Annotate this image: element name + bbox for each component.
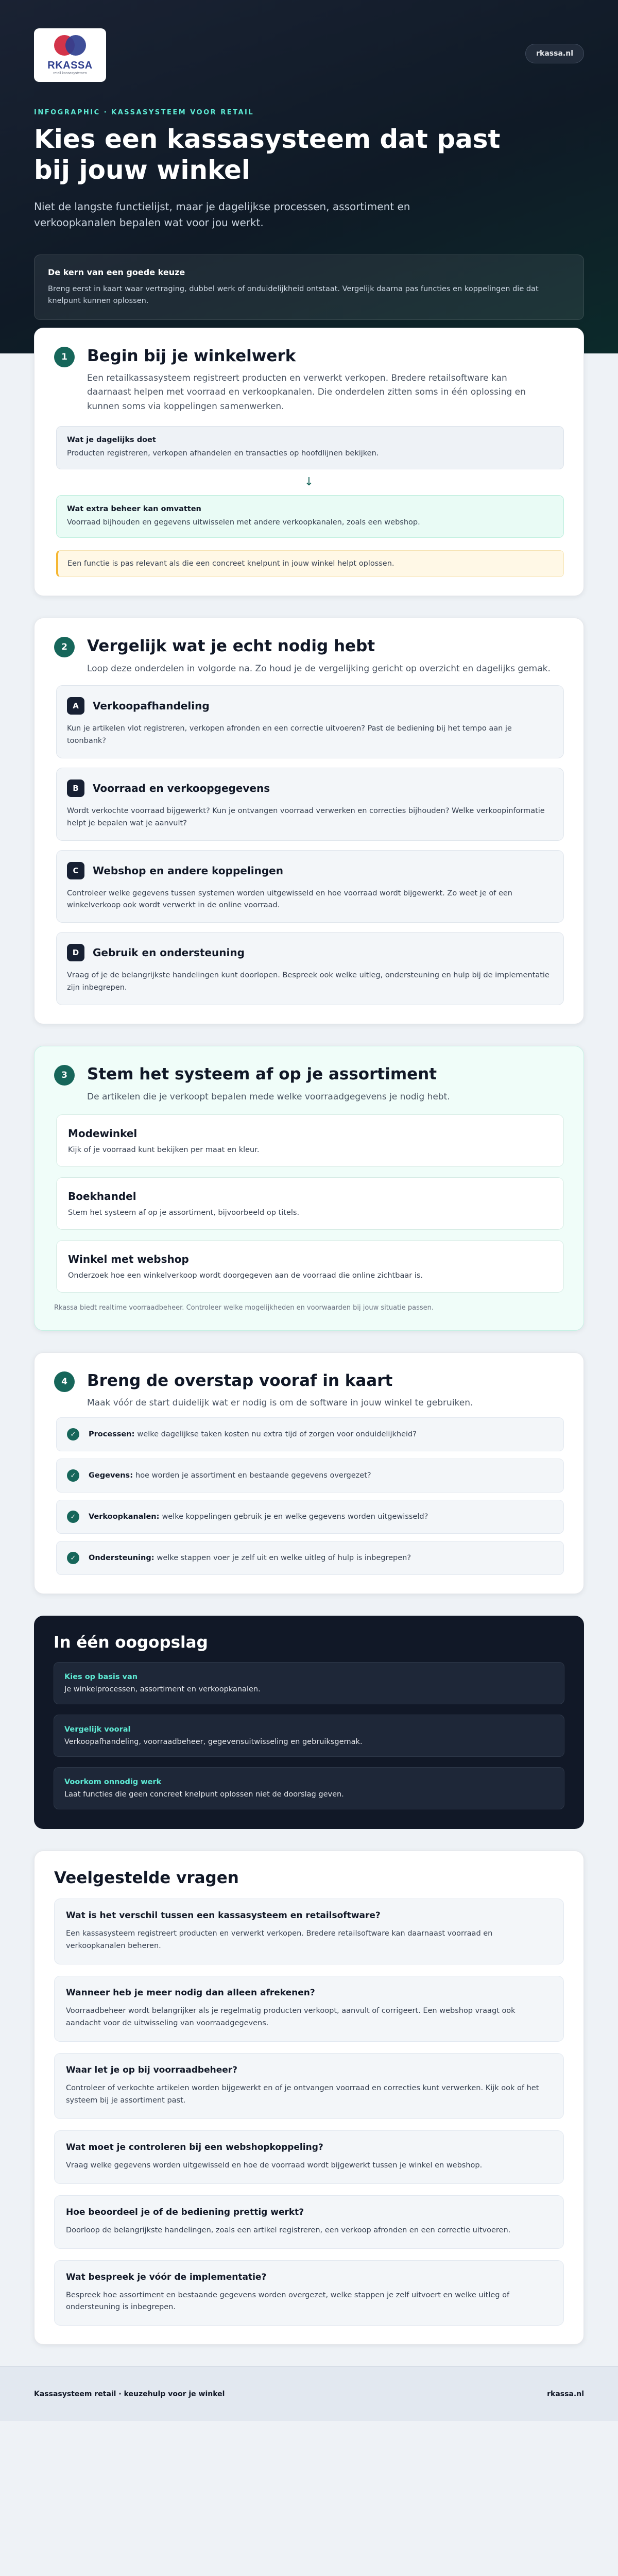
step-number-badge: 1 bbox=[54, 347, 75, 367]
assortment-text: Stem het systeem af op je assortiment, bijvoorbeeld op titels. bbox=[68, 1208, 300, 1217]
tip-note: Een functie is pas relevant als die een concreet knelpunt in jouw winkel helpt oplossen. bbox=[56, 550, 564, 577]
assortment-text: Onderzoek hoe een winkelverkoop wordt doorgegeven aan de voorraad die online zichtbaar is. bbox=[68, 1271, 423, 1280]
assortment-text: Kijk of je voorraad kunt bekijken per maat en kleur. bbox=[68, 1145, 260, 1154]
check-icon: ✓ bbox=[67, 1428, 79, 1440]
key-insight-box bbox=[34, 255, 584, 320]
assortment-title: Boekhandel bbox=[68, 1190, 136, 1202]
step-3-header bbox=[54, 1064, 564, 1104]
step-number-badge: 3 bbox=[54, 1065, 75, 1086]
option-card bbox=[56, 850, 564, 923]
daily-work-block bbox=[56, 426, 564, 469]
assortment-card bbox=[56, 1177, 564, 1230]
key-insight-title: De kern van een goede keuze bbox=[48, 267, 185, 277]
faq-item[interactable] bbox=[54, 2053, 564, 2119]
footer-tagline: Kassasysteem retail · keuzehulp voor je winkel bbox=[34, 2389, 225, 2398]
main-content bbox=[0, 328, 618, 2345]
hero-lead: Niet de langste functielijst, maar je dagelijkse processen, assortiment en verkoopkanalen bepalen wat voor jou werkt. bbox=[34, 200, 410, 229]
option-text: Controleer welke gegevens tussen systemen worden uitgewisseld en hoe voorraad wordt bijgewerkt. Zo weet je of een winkelverkoop ook wordt verwerkt in de online voorraad. bbox=[67, 889, 512, 910]
assortment-title: Modewinkel bbox=[68, 1127, 138, 1140]
option-title: Verkoopafhandeling bbox=[93, 699, 210, 712]
summary-item-title: Voorkom onnodig werk bbox=[64, 1778, 162, 1787]
page-title: Kies een kassasysteem dat past bij jouw winkel bbox=[34, 124, 501, 185]
option-letter-badge: B bbox=[67, 779, 84, 797]
faq-question: Wat bespreek je vóór de implementatie? bbox=[66, 2272, 267, 2282]
step-number-badge: 4 bbox=[54, 1371, 75, 1392]
assortment-card bbox=[56, 1240, 564, 1293]
logo-text: RKASSA bbox=[47, 60, 93, 71]
assortment-title: Winkel met webshop bbox=[68, 1252, 189, 1265]
step-3-text: De artikelen die je verkoopt bepalen mede welke voorraadgegevens je nodig hebt. bbox=[87, 1091, 450, 1102]
faq-question: Wanneer heb je meer nodig dan alleen afrekenen? bbox=[66, 1988, 315, 1998]
option-card bbox=[56, 932, 564, 1005]
step-4-header bbox=[54, 1370, 564, 1410]
step-1-text: Een retailkassasysteem registreert producten en verwerkt verkopen. Bredere retailsoftware kan daarnaast helpen met voorraad en verkoopkanalen. Die onderdelen zitten soms in één oplossing en kunnen soms via koppelingen samenwerken. bbox=[87, 373, 526, 412]
step-2-header bbox=[54, 636, 564, 675]
summary-item bbox=[54, 1767, 564, 1809]
faq-question: Wat moet je controleren bij een webshopkoppeling? bbox=[66, 2142, 323, 2153]
checklist-text: welke dagelijkse taken kosten nu extra tijd of zorgen voor onduidelijkheid? bbox=[137, 1430, 417, 1439]
option-title: Webshop en andere koppelingen bbox=[93, 864, 283, 877]
block-text: Voorraad bijhouden en gegevens uitwisselen met andere verkoopkanalen, zoals een webshop. bbox=[67, 518, 420, 527]
option-letter-badge: A bbox=[67, 697, 84, 715]
faq-answer: Een kassasysteem registreert producten en verwerkt verkopen. Bredere retailsoftware kan daarnaast voorraad en verkoopkanalen beheren. bbox=[66, 1929, 493, 1951]
assortment-footnote: Rkassa biedt realtime voorraadbeheer. Controleer welke mogelijkheden en voorwaarden bij jouw situatie passen. bbox=[54, 1303, 434, 1312]
checklist-text: welke koppelingen gebruik je en welke gegevens worden uitgewisseld? bbox=[162, 1513, 428, 1521]
option-title: Gebruik en ondersteuning bbox=[93, 946, 245, 959]
step-number-badge: 2 bbox=[54, 637, 75, 657]
faq-question: Wat is het verschil tussen een kassasysteem en retailsoftware? bbox=[66, 1910, 381, 1921]
step-1-card bbox=[34, 328, 584, 596]
faq-answer: Controleer of verkochte artikelen worden bijgewerkt en of je ontvangen voorraad en correcties kunt verwerken. Kijk ook of het systeem bij je assortiment past. bbox=[66, 2083, 539, 2105]
step-3-title: Stem het systeem af op je assortiment bbox=[87, 1065, 437, 1084]
step-2-card bbox=[34, 618, 584, 1024]
eyebrow: INFOGRAPHIC · KASSASYSTEEM VOOR RETAIL bbox=[34, 109, 254, 116]
step-2-title: Vergelijk wat je echt nodig hebt bbox=[87, 637, 375, 656]
faq-item[interactable] bbox=[54, 1899, 564, 1964]
step-4-title: Breng de overstap vooraf in kaart bbox=[87, 1371, 393, 1390]
summary-item-text: Laat functies die geen concreet knelpunt oplossen niet de doorslag geven. bbox=[64, 1790, 344, 1799]
footer bbox=[0, 2366, 618, 2421]
checklist-text: welke stappen voer je zelf uit en welke uitleg of hulp is inbegrepen? bbox=[157, 1554, 411, 1563]
option-title: Voorraad en verkoopgegevens bbox=[93, 782, 270, 794]
faq-title: Veelgestelde vragen bbox=[54, 1869, 239, 1888]
key-insight-text: Breng eerst in kaart waar vertraging, dubbel werk of onduidelijkheid ontstaat. Vergelijk daarna pas functies en koppelingen die dat knelpunt kunnen oplossen. bbox=[48, 285, 539, 306]
option-text: Vraag of je de belangrijkste handelingen kunt doorlopen. Bespreek ook welke uitleg, ondersteuning en hulp bij de implementatie zijn inbegrepen. bbox=[67, 971, 550, 992]
checklist-label: Gegevens: bbox=[89, 1471, 133, 1480]
block-title: Wat extra beheer kan omvatten bbox=[67, 504, 201, 513]
faq-question: Hoe beoordeel je of de bediening prettig werkt? bbox=[66, 2207, 304, 2217]
faq-item[interactable] bbox=[54, 2130, 564, 2184]
summary-card bbox=[34, 1616, 584, 1829]
option-text: Kun je artikelen vlot registreren, verkopen afronden en een correctie uitvoeren? Past de bediening bij het tempo aan je toonbank? bbox=[67, 724, 512, 745]
faq-item[interactable] bbox=[54, 1976, 564, 2042]
block-title: Wat je dagelijks doet bbox=[67, 435, 156, 444]
faq-card bbox=[34, 1851, 584, 2345]
checklist-text: hoe worden je assortiment en bestaande gegevens overgezet? bbox=[135, 1471, 371, 1480]
checklist-item bbox=[56, 1500, 564, 1534]
step-4-text: Maak vóór de start duidelijk wat er nodig is om de software in jouw winkel te gebruiken. bbox=[87, 1398, 473, 1408]
faq-item[interactable] bbox=[54, 2260, 564, 2326]
summary-item-text: Verkoopafhandeling, voorraadbeheer, gegevensuitwisseling en gebruiksgemak. bbox=[64, 1738, 363, 1747]
faq-answer: Voorraadbeheer wordt belangrijker als je regelmatig producten verkoopt, aanvult of corrigeert. Een webshop vraagt ook aandacht voor de uitwisseling van voorraadgegevens. bbox=[66, 2007, 516, 2027]
check-icon: ✓ bbox=[67, 1552, 79, 1564]
checklist-label: Verkoopkanalen: bbox=[89, 1513, 160, 1521]
checklist-label: Ondersteuning: bbox=[89, 1554, 154, 1563]
summary-item-text: Je winkelprocessen, assortiment en verkoopkanalen. bbox=[64, 1685, 261, 1694]
option-card bbox=[56, 685, 564, 758]
step-1-title: Begin bij je winkelwerk bbox=[87, 347, 296, 365]
checklist-label: Processen: bbox=[89, 1430, 135, 1439]
extra-management-block bbox=[56, 495, 564, 538]
logo-subtext: retail kassasystemen bbox=[53, 72, 87, 75]
footer-site-link[interactable]: rkassa.nl bbox=[547, 2389, 584, 2398]
faq-question: Waar let je op bij voorraadbeheer? bbox=[66, 2064, 238, 2075]
checklist-item bbox=[56, 1417, 564, 1451]
logo[interactable] bbox=[34, 28, 106, 82]
summary-item bbox=[54, 1715, 564, 1757]
option-letter-badge: C bbox=[67, 862, 84, 879]
site-link-pill[interactable]: rkassa.nl bbox=[525, 44, 584, 63]
option-letter-badge: D bbox=[67, 944, 84, 961]
faq-item[interactable] bbox=[54, 2195, 564, 2249]
check-icon: ✓ bbox=[67, 1469, 79, 1482]
step-1-header bbox=[54, 346, 564, 414]
hero-top bbox=[34, 28, 584, 82]
summary-item-title: Kies op basis van bbox=[64, 1673, 138, 1682]
checklist-item bbox=[56, 1459, 564, 1493]
summary-item-title: Vergelijk vooral bbox=[64, 1725, 131, 1734]
faq-answer: Doorloop de belangrijkste handelingen, zoals een artikel registreren, een verkoop afronden en een correctie uitvoeren. bbox=[66, 2226, 511, 2234]
checklist-item bbox=[56, 1541, 564, 1575]
check-icon: ✓ bbox=[67, 1511, 79, 1523]
logo-mark-icon bbox=[53, 35, 87, 58]
faq-answer: Vraag welke gegevens worden uitgewisseld en hoe de voorraad wordt bijgewerkt tussen je winkel en webshop. bbox=[66, 2161, 483, 2170]
hero bbox=[0, 0, 618, 353]
option-text: Wordt verkochte voorraad bijgewerkt? Kun je ontvangen voorraad verwerken en correcties bijhouden? Welke verkoopinformatie helpt je bepalen wat je aanvult? bbox=[67, 806, 545, 827]
step-2-text: Loop deze onderdelen in volgorde na. Zo houd je de vergelijking gericht op overzicht en dagelijks gemak. bbox=[87, 663, 551, 674]
block-text: Producten registreren, verkopen afhandelen en transacties op hoofdlijnen bekijken. bbox=[67, 449, 379, 457]
faq-answer: Bespreek hoe assortiment en bestaande gegevens worden overgezet, welke stappen je zelf uitvoert en welke uitleg of ondersteuning is inbegrepen. bbox=[66, 2291, 510, 2312]
summary-title: In één oogopslag bbox=[54, 1633, 208, 1652]
step-4-card bbox=[34, 1352, 584, 1594]
arrow-down-icon: ↓ bbox=[304, 475, 314, 488]
option-card bbox=[56, 768, 564, 841]
step-3-card bbox=[34, 1046, 584, 1330]
assortment-card bbox=[56, 1114, 564, 1167]
summary-item bbox=[54, 1662, 564, 1704]
